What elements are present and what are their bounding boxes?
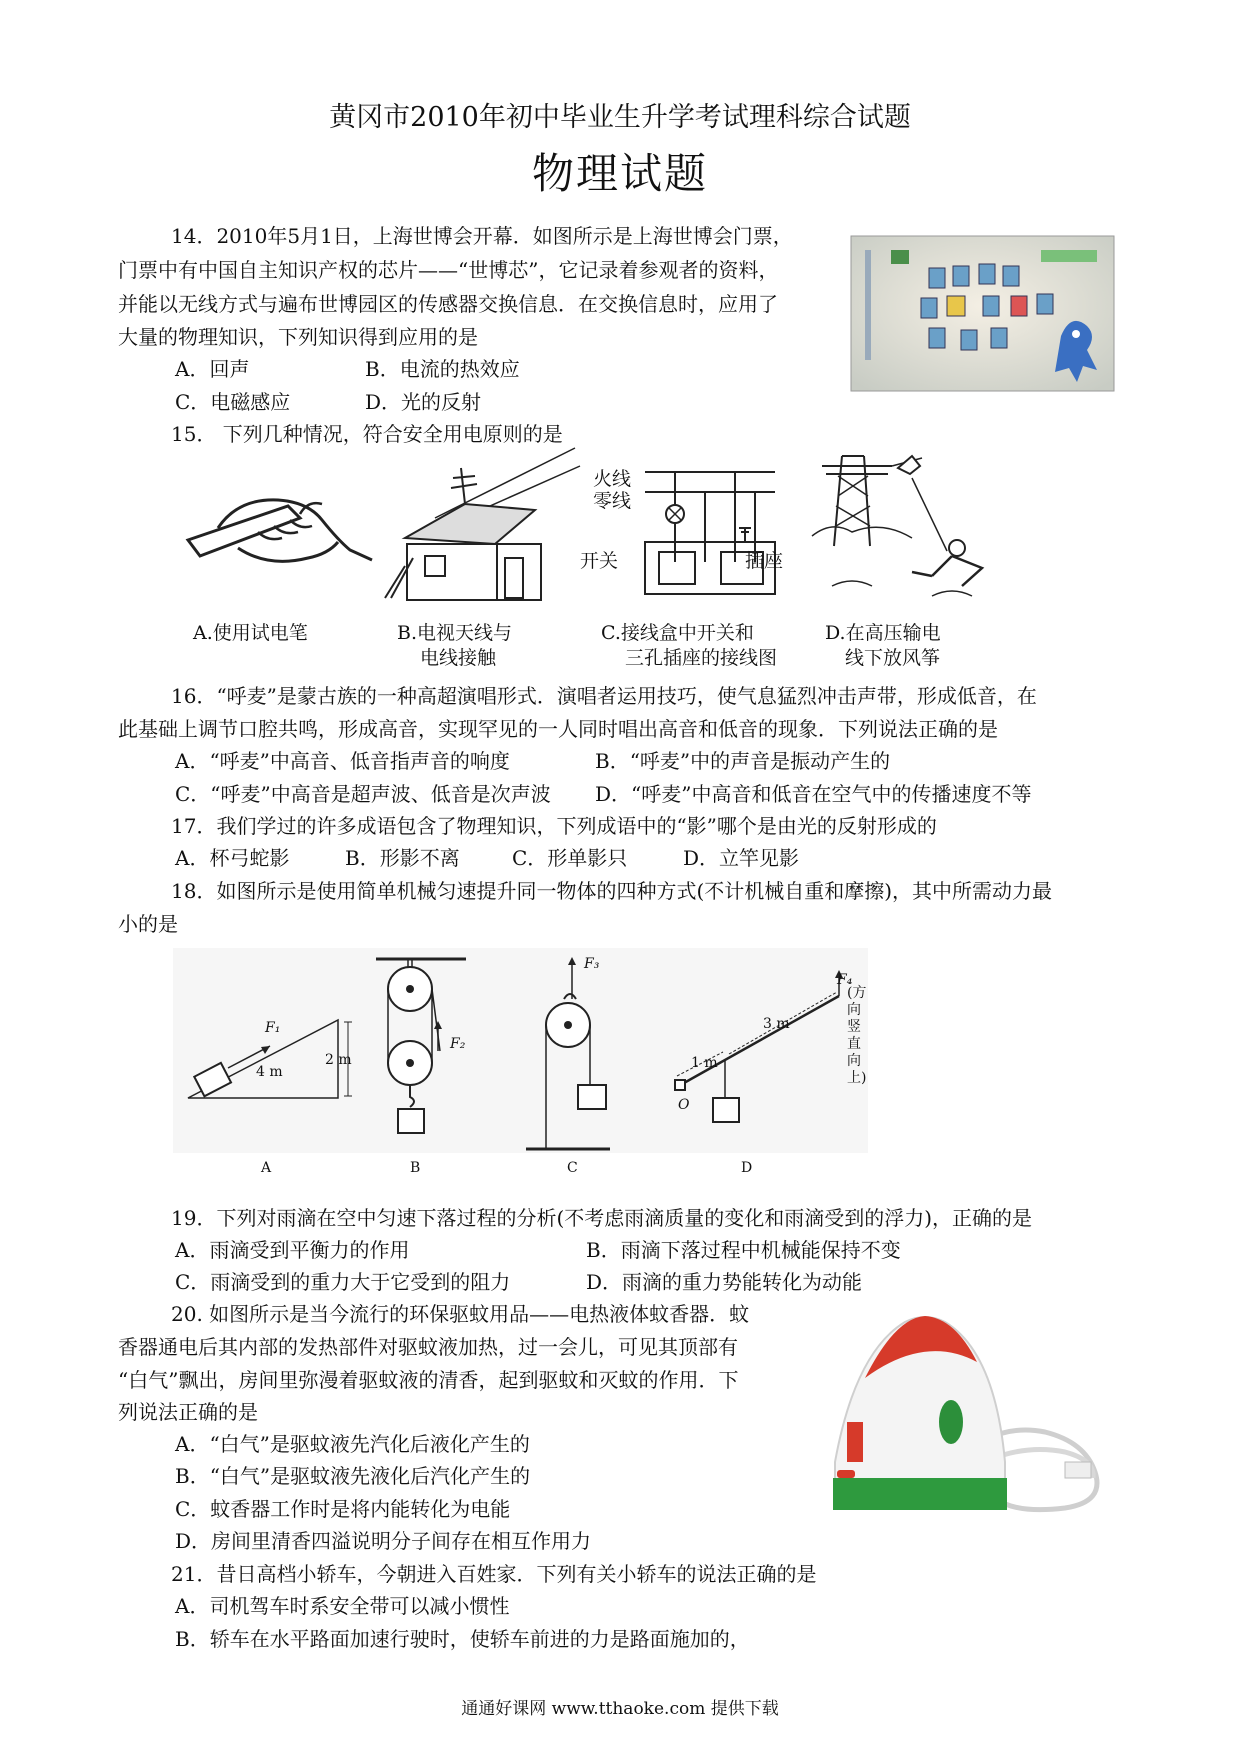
page-footer: 通通好课网 www.tthaoke.com 提供下载 <box>461 1699 779 1719</box>
q20-line-3: “白气”飘出，房间里弥漫着驱蚊液的清香，起到驱蚊和灭蚊的作用．下 <box>118 1368 739 1392</box>
q15-stem: 15． 下列几种情况，符合安全用电原则的是 <box>171 422 563 446</box>
q18-d-direction-note: (方向竖直向上) <box>847 985 867 1086</box>
q18-b-force-label: F₂ <box>450 1036 466 1052</box>
q18-a-force-label: F₁ <box>265 1020 281 1036</box>
mosquito-repeller-photo <box>815 1312 1120 1522</box>
q16-option-c: C．“呼麦”中高音是超声波、低音是次声波 <box>175 782 551 806</box>
q19-stem: 19．下列对雨滴在空中匀速下落过程的分析(不考虑雨滴质量的变化和雨滴受到的浮力)，正确的是 <box>171 1206 1033 1230</box>
q14-line-1: 14．2010年5月1日，上海世博会开幕．如图所示是上海世博会门票， <box>171 224 793 248</box>
test-pen-hand-figure <box>178 478 373 608</box>
q15-neutral-wire-label: 零线 <box>593 490 632 512</box>
q15-caption-d2: 线下放风筝 <box>845 647 941 669</box>
q16-line-1: 16．“呼麦”是蒙古族的一种高超演唱形式．演唱者运用技巧，使气息猛烈冲击声带，形成低音，在 <box>171 684 1037 708</box>
q20-option-c: C．蚊香器工作时是将内能转化为电能 <box>175 1497 511 1521</box>
tv-antenna-house-figure <box>385 448 580 608</box>
q20-option-b: B．“白气”是驱蚊液先液化后汽化产生的 <box>175 1464 531 1488</box>
q17-stem: 17．我们学过的许多成语包含了物理知识，下列成语中的“影”哪个是由光的反射形成的 <box>171 814 937 838</box>
q14-line-3: 并能以无线方式与遍布世博园区的传感器交换信息．在交换信息时，应用了 <box>118 292 778 316</box>
q14-option-c: C．电磁感应 <box>175 390 291 414</box>
q19-option-a: A．雨滴受到平衡力的作用 <box>175 1238 410 1262</box>
q19-option-b: B．雨滴下落过程中机械能保持不变 <box>586 1238 901 1262</box>
q14-line-2: 门票中有中国自主知识产权的芯片——“世博芯”，它记录着参观者的资料， <box>118 258 779 282</box>
pulley-block-diagram <box>376 955 466 1155</box>
q18-label-d: D <box>741 1160 753 1176</box>
q15-live-wire-label: 火线 <box>593 468 632 490</box>
q14-option-d: D．光的反射 <box>365 390 482 414</box>
q20-line-2: 香器通电后其内部的发热部件对驱蚊液加热，过一会儿，可见其顶部有 <box>118 1335 738 1359</box>
q18-label-b: B <box>410 1160 421 1176</box>
q14-line-4: 大量的物理知识，下列知识得到应用的是 <box>118 325 478 349</box>
q16-option-a: A．“呼麦”中高音、低音指声音的响度 <box>175 749 510 773</box>
section-title: 物理试题 <box>531 149 708 198</box>
q16-option-d: D．“呼麦”中高音和低音在空气中的传播速度不等 <box>595 782 1032 806</box>
q15-switch-label: 开关 <box>580 550 619 572</box>
q21-stem: 21．昔日高档小轿车，今朝进入百姓家．下列有关小轿车的说法正确的是 <box>171 1562 817 1586</box>
q17-option-b: B．形影不离 <box>345 846 460 870</box>
q15-caption-b1: B.电视天线与 <box>397 622 513 644</box>
q18-d-short-arm-label: 1 m <box>691 1055 718 1071</box>
q14-option-a: A．回声 <box>175 357 250 381</box>
q18-d-force-label: F₄ <box>837 972 853 988</box>
q15-socket-label: 插座 <box>745 550 784 572</box>
q20-line-1: 20. 如图所示是当今流行的环保驱蚊用品——电热液体蚊香器．蚊 <box>171 1302 750 1326</box>
q19-option-c: C．雨滴受到的重力大于它受到的阻力 <box>175 1270 511 1294</box>
q17-option-c: C．形单影只 <box>512 846 628 870</box>
q18-a-length-label: 4 m <box>256 1064 283 1080</box>
kite-power-line-figure <box>812 456 997 611</box>
q18-d-pivot-label: O <box>678 1097 690 1113</box>
q20-option-a: A．“白气”是驱蚊液先汽化后液化产生的 <box>175 1432 530 1456</box>
expo-ticket-photo <box>851 236 1114 391</box>
q18-d-long-arm-label: 3 m <box>763 1016 790 1032</box>
q15-caption-c1: C.接线盒中开关和 <box>601 622 754 644</box>
q18-label-c: C <box>567 1160 578 1176</box>
q21-option-b: B．轿车在水平路面加速行驶时，使轿车前进的力是路面施加的， <box>175 1627 750 1651</box>
q18-line-1: 18．如图所示是使用简单机械匀速提升同一物体的四种方式(不计机械自重和摩擦)，其中所需动力最 <box>171 879 1053 903</box>
q18-line-2: 小的是 <box>118 912 178 936</box>
q15-caption-d1: D.在高压输电 <box>825 622 941 644</box>
q20-line-4: 列说法正确的是 <box>118 1400 258 1424</box>
exam-title: 黄冈市2010年初中毕业生升学考试理科综合试题 <box>329 102 911 133</box>
q16-option-b: B．“呼麦”中的声音是振动产生的 <box>595 749 891 773</box>
q14-option-b: B．电流的热效应 <box>365 357 520 381</box>
q18-a-height-label: 2 m <box>325 1052 352 1068</box>
switch-socket-wiring-figure <box>645 462 780 607</box>
q17-option-a: A．杯弓蛇影 <box>175 846 290 870</box>
q17-option-d: D．立竿见影 <box>683 846 800 870</box>
q15-caption-b2: 电线接触 <box>420 647 497 669</box>
q20-option-d: D．房间里清香四溢说明分子间存在相互作用力 <box>175 1529 592 1553</box>
q18-c-force-label: F₃ <box>584 956 600 972</box>
q18-label-a: A <box>261 1160 272 1176</box>
q19-option-d: D．雨滴的重力势能转化为动能 <box>586 1270 863 1294</box>
movable-pulley-diagram <box>520 955 610 1155</box>
q21-option-a: A．司机驾车时系安全带可以减小惯性 <box>175 1594 510 1618</box>
q15-caption-c2: 三孔插座的接线图 <box>625 647 778 669</box>
q16-line-2: 此基础上调节口腔共鸣，形成高音，实现罕见的一人同时唱出高音和低音的现象．下列说法正确的是 <box>118 717 998 741</box>
q15-caption-a: A.使用试电笔 <box>193 622 308 644</box>
